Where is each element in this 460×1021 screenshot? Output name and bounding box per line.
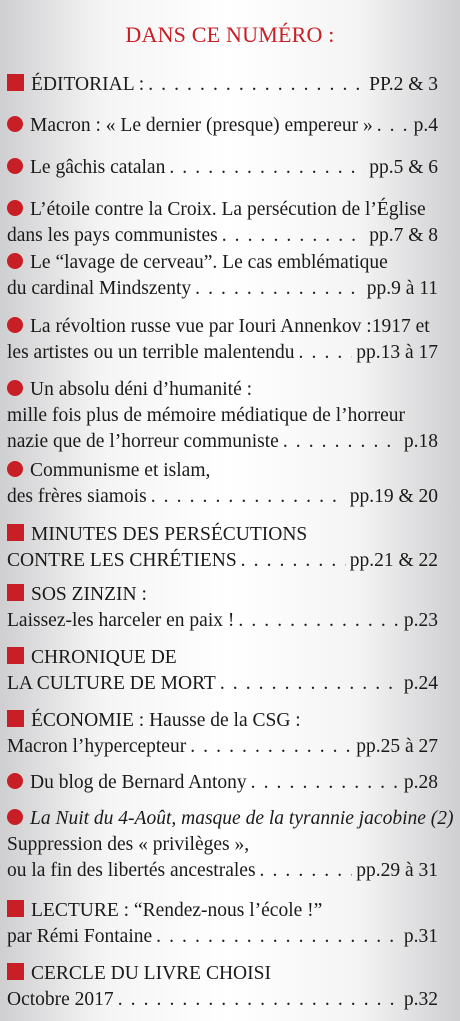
- toc-entry-line: [7, 155, 438, 181]
- toc-page-number: pp.29 à 31: [356, 860, 438, 881]
- toc-entry-text: CONTRE LES CHRÉTIENS: [7, 550, 237, 571]
- toc-page-number: p.28: [403, 772, 438, 793]
- toc-entry-text: ÉDITORIAL :: [31, 74, 145, 95]
- toc-entry-text: dans les pays communistes: [7, 225, 218, 246]
- red-circle-bullet-icon: [7, 317, 23, 333]
- toc-entry[interactable]: [7, 72, 438, 98]
- toc-entry-text: des frères siamois: [7, 486, 147, 507]
- toc-entry-text: Octobre 2017: [7, 989, 114, 1010]
- dot-leader: [151, 484, 346, 510]
- toc-entry-line: [7, 832, 438, 858]
- toc-page-number: pp.25 à 27: [356, 736, 438, 757]
- toc-entry-line: [7, 608, 438, 634]
- toc-page-number: pp.19 & 20: [349, 486, 438, 507]
- toc-entry-text: Macron l’hypercepteur: [7, 736, 187, 757]
- dot-leader: [238, 608, 400, 634]
- toc-entry-text: ÉCONOMIE : Hausse de la CSG :: [31, 710, 301, 731]
- toc-entry-text: du cardinal Mindszenty: [7, 278, 192, 299]
- toc-entry-line: [7, 987, 438, 1013]
- toc-entry-line: [7, 548, 438, 574]
- red-circle-bullet-icon: [7, 253, 23, 269]
- dot-leader: [260, 858, 353, 884]
- toc-entry-text: LA CULTURE DE MORT: [7, 673, 216, 694]
- toc-entry-line: [7, 708, 438, 734]
- toc-entry[interactable]: [7, 898, 438, 950]
- toc-entry-text: par Rémi Fontaine: [7, 926, 153, 947]
- red-square-bullet-icon: [7, 963, 24, 980]
- toc-entry[interactable]: [7, 197, 438, 249]
- toc-page-number: pp.7 & 8: [369, 225, 438, 246]
- toc-entry-text: les artistes ou un terrible malentendu: [7, 342, 295, 363]
- toc-entry-text: ou la fin des libertés ancestrales: [7, 860, 256, 881]
- toc-page-number: p.31: [403, 926, 438, 947]
- toc-entry-line: [7, 458, 438, 484]
- toc-entry-text: Le gâchis catalan: [30, 157, 166, 178]
- toc-entry-text: La révoltion russe vue par Iouri Annenkov :1917 et: [30, 316, 430, 337]
- toc-entry-text: L’étoile contre la Croix. La persécution de l’Église: [30, 199, 426, 220]
- toc-entry[interactable]: [7, 806, 454, 884]
- toc-entry[interactable]: [7, 645, 438, 697]
- toc-page-number: p.23: [403, 610, 438, 631]
- dot-leader: [241, 548, 346, 574]
- toc-entry[interactable]: [7, 155, 438, 181]
- red-square-bullet-icon: [7, 584, 24, 601]
- toc-entry-text: LECTURE : “Rendez-nous l’école !”: [31, 900, 323, 921]
- toc-entry[interactable]: [7, 458, 438, 510]
- toc-entry-text: Laissez-les harceler en paix !: [7, 610, 235, 631]
- toc-entry-line: [7, 340, 438, 366]
- toc-entry-text: MINUTES DES PERSÉCUTIONS: [31, 524, 308, 545]
- red-circle-bullet-icon: [7, 773, 23, 789]
- toc-entry-line: [7, 671, 438, 697]
- toc-entry-text: CHRONIQUE DE: [31, 647, 177, 668]
- red-circle-bullet-icon: [7, 380, 23, 396]
- toc-entry[interactable]: [7, 314, 438, 366]
- toc-entry-line: [7, 961, 438, 987]
- toc-entry-text: mille fois plus de mémoire médiatique de l’horreur: [7, 405, 406, 426]
- toc-entry-line: [7, 734, 438, 760]
- red-circle-bullet-icon: [7, 158, 23, 174]
- red-circle-bullet-icon: [7, 461, 23, 477]
- toc-page-number: pp.13 à 17: [356, 342, 438, 363]
- red-square-bullet-icon: [7, 524, 24, 541]
- dot-leader: [148, 72, 365, 98]
- toc-entry-text: Le “lavage de cerveau”. Le cas emblématique: [30, 252, 388, 273]
- toc-entry[interactable]: [7, 113, 438, 139]
- toc-entry-text: Un absolu déni d’humanité :: [30, 379, 253, 400]
- toc-entry-text: CERCLE DU LIVRE CHOISI: [31, 963, 271, 984]
- toc-entry-line: [7, 924, 438, 950]
- page-title: DANS CE NUMÉRO :: [125, 22, 335, 47]
- dot-leader: [195, 276, 363, 302]
- toc-entry-line: [7, 806, 454, 832]
- toc-entry-line: [7, 113, 438, 139]
- dot-leader: [251, 770, 400, 796]
- toc-page-number: PP.2 & 3: [369, 74, 438, 95]
- toc-entry-line: [7, 582, 438, 608]
- toc-page-number: p.4: [413, 115, 438, 136]
- toc-page-number: p.18: [403, 431, 438, 452]
- dot-leader: [169, 155, 365, 181]
- red-square-bullet-icon: [7, 900, 24, 917]
- toc-entry-text: Macron : « Le dernier (presque) empereur »: [30, 115, 373, 136]
- toc-page-number: pp.9 à 11: [366, 278, 438, 299]
- toc-entry-line: [7, 314, 438, 340]
- red-circle-bullet-icon: [7, 200, 23, 216]
- dot-leader: [156, 924, 400, 950]
- dot-leader: [118, 987, 400, 1013]
- toc-entry-line: [7, 898, 438, 924]
- toc-entry-line: [7, 522, 438, 548]
- toc-entry-text: La Nuit du 4-Août, masque de la tyrannie jacobine (2): [30, 808, 454, 829]
- toc-entry-line: [7, 197, 438, 223]
- dot-leader: [220, 671, 400, 697]
- toc-entry-text: SOS ZINZIN :: [31, 584, 147, 605]
- toc-entry[interactable]: [7, 522, 438, 574]
- toc-entry-text: Du blog de Bernard Antony: [30, 772, 247, 793]
- toc-entry-line: [7, 276, 438, 302]
- toc-page-number: pp.5 & 6: [369, 157, 438, 178]
- toc-entry-line: [7, 403, 438, 429]
- red-square-bullet-icon: [7, 74, 24, 91]
- toc-entry-line: [7, 645, 438, 671]
- dot-leader: [377, 113, 410, 139]
- red-square-bullet-icon: [7, 710, 24, 727]
- toc-entry[interactable]: [7, 250, 438, 302]
- red-square-bullet-icon: [7, 647, 24, 664]
- toc-entry-line: [7, 223, 438, 249]
- dot-leader: [222, 223, 366, 249]
- toc-entry-line: [7, 377, 438, 403]
- toc-entry-text: nazie que de l’horreur communiste: [7, 431, 279, 452]
- dot-leader: [190, 734, 352, 760]
- red-circle-bullet-icon: [7, 809, 23, 825]
- toc-entry-line: [7, 484, 438, 510]
- dot-leader: [299, 340, 353, 366]
- toc-entry-text: Communisme et islam,: [30, 460, 211, 481]
- toc-entry[interactable]: [7, 961, 438, 1013]
- toc-entry-line: [7, 250, 438, 276]
- toc-page-number: pp.21 & 22: [349, 550, 438, 571]
- red-circle-bullet-icon: [7, 116, 23, 132]
- toc-entry-line: [7, 770, 438, 796]
- toc-entry[interactable]: [7, 582, 438, 634]
- toc-entry[interactable]: [7, 377, 438, 455]
- toc-entry[interactable]: [7, 708, 438, 760]
- toc-entry-line: [7, 72, 438, 98]
- toc-page-number: p.24: [403, 673, 438, 694]
- dot-leader: [283, 429, 400, 455]
- toc-entry-text: Suppression des « privilèges »,: [7, 834, 250, 855]
- toc-entry-line: [7, 429, 438, 455]
- toc-entry[interactable]: [7, 770, 438, 796]
- toc-entry-line: [7, 858, 438, 884]
- toc-page-number: p.32: [403, 989, 438, 1010]
